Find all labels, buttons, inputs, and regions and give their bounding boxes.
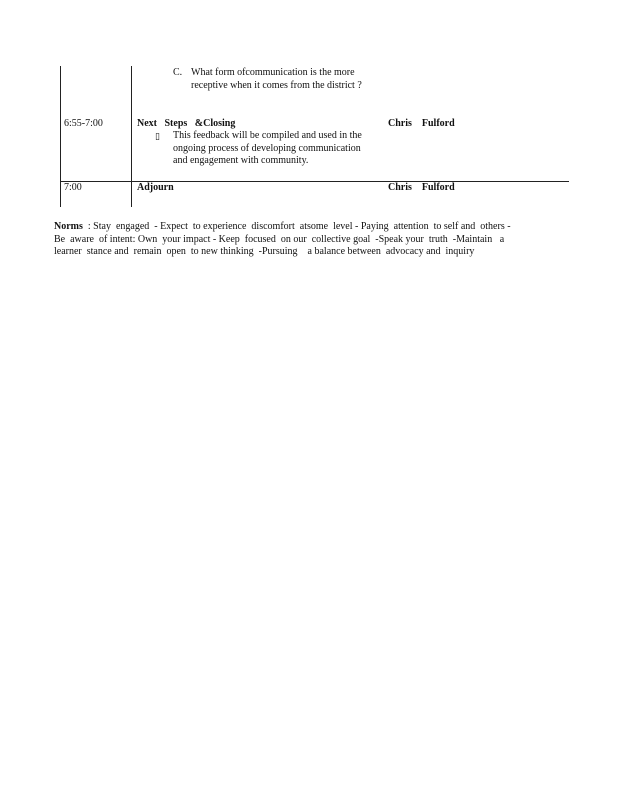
norms-text: : Stay engaged - Expect to experience discomfort atsome level - Paying attention to self and others - Be aware of intent: Own your impact - Keep focused on our collective goal -Speak your truth -Maintain a learner stance and remain open to new thinking -Pursuing a balance between advocacy and inquiry (54, 221, 514, 258)
item-letter: C. (173, 67, 183, 78)
table-left-border (60, 66, 61, 207)
presenter-next-steps: Chris Fulford (388, 118, 455, 129)
bullet-text: This feedback will be compiled and used in the ongoing process of developing communication and engagement with community. (173, 130, 362, 166)
norms-paragraph (54, 221, 524, 259)
bullet-icon: ▯ (155, 131, 160, 141)
time-adjourn: 7:00 (64, 182, 82, 193)
item-text: What form ofcommunication is the more receptive when it comes from the district ? (191, 67, 362, 91)
topic-adjourn: Adjourn (137, 182, 174, 193)
topic-next-steps: Next Steps &Closing (137, 118, 236, 129)
time-next-steps: 6:55-7:00 (64, 118, 103, 129)
table-column-divider (131, 66, 132, 207)
presenter-adjourn: Chris Fulford (388, 182, 455, 193)
norms-label: Norms (54, 221, 83, 232)
